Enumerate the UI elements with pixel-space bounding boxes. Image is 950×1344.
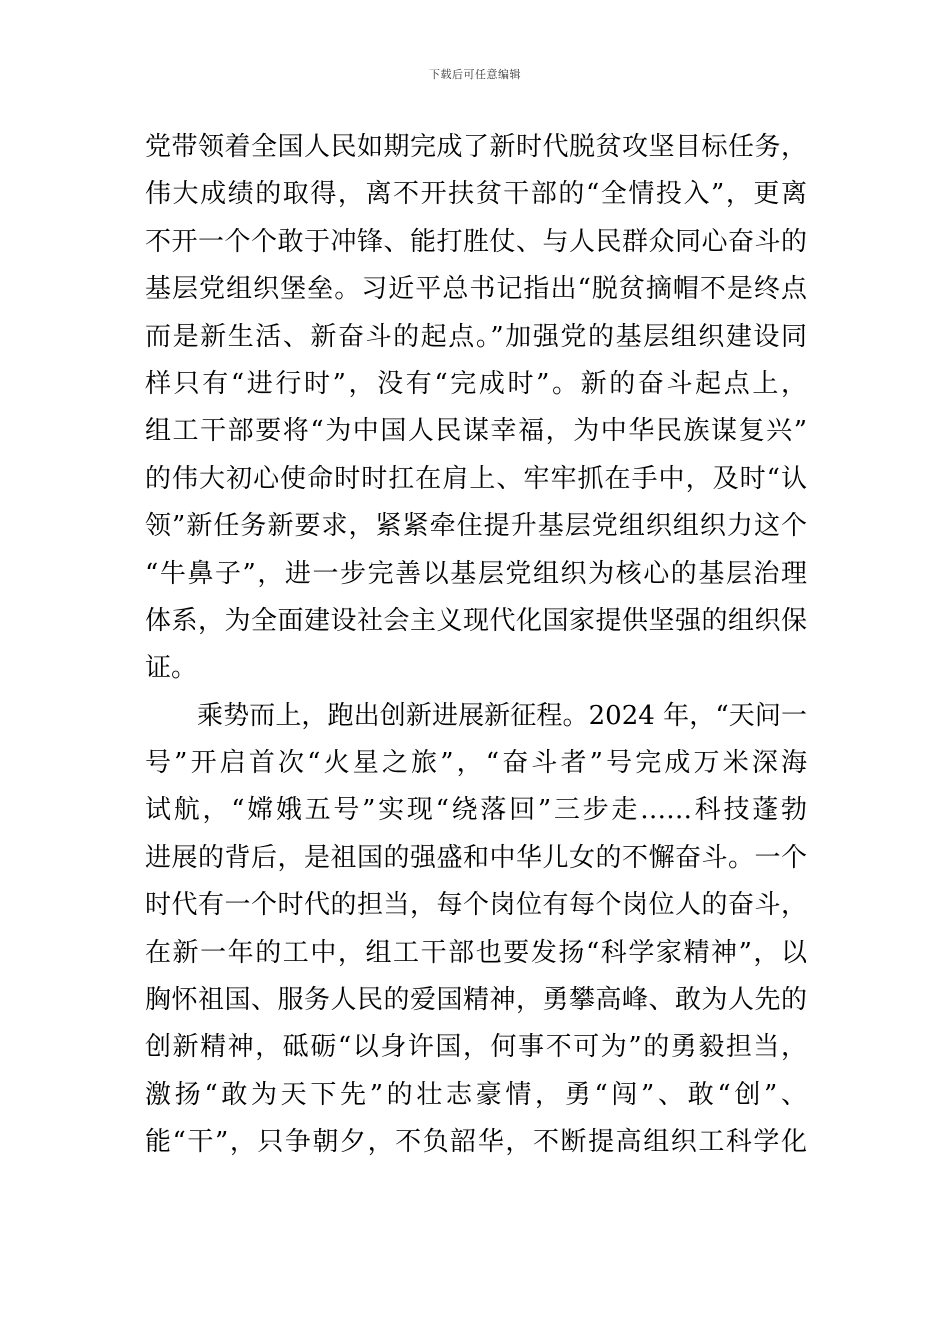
text-line: 试航，“嫦娥五号”实现“绕落回”三步走……科技蓬勃 [145,795,807,826]
text-line: 在新一年的工中，组工干部也要发扬“科学家精神”，以 [145,937,807,968]
text-line: 不开一个个敢于冲锋、能打胜仗、与人民群众同心奋斗的 [145,226,807,257]
text-line: 体系，为全面建设社会主义现代化国家提供坚强的组织保 [145,605,807,636]
text-line: 样只有“进行时”，没有“完成时”。新的奋斗起点上， [145,368,807,399]
text-line: 乘势而上，跑出创新进展新征程。2024 年，“天问一 [197,700,807,731]
paragraph [145,124,807,693]
text-line: 组工干部要将“为中国人民谋幸福，为中华民族谋复兴” [145,416,807,447]
text-line: 激扬“敢为天下先”的壮志豪情，勇“闯”、敢“创”、 [145,1079,807,1110]
text-line: 时代有一个时代的担当，每个岗位有每个岗位人的奋斗， [145,890,807,921]
paragraph [145,693,807,1167]
text-line: “牛鼻子”，进一步完善以基层党组织为核心的基层治理 [145,558,807,589]
text-line: 的伟大初心使命时时扛在肩上、牢牢抓在手中，及时“认 [145,463,807,494]
text-line: 证。 [145,653,198,684]
text-line: 能“干”，只争朝夕，不负韶华，不断提高组织工科学化 [145,1127,807,1158]
document-body [145,124,807,1167]
text-line: 而是新生活、新奋斗的起点。”加强党的基层组织建设同 [145,321,807,352]
text-line: 进展的背后，是祖国的强盛和中华儿女的不懈奋斗。一个 [145,842,807,873]
text-line: 伟大成绩的取得，离不开扶贫干部的“全情投入”，更离 [145,179,807,210]
text-line: 党带领着全国人民如期完成了新时代脱贫攻坚目标任务， [145,132,807,162]
text-line: 胸怀祖国、服务人民的爱国精神，勇攀高峰、敢为人先的 [145,985,807,1016]
text-line: 号”开启首次“火星之旅”，“奋斗者”号完成万米深海 [145,748,807,779]
page-header: 下载后可任意编辑 [429,68,521,81]
text-line: 创新精神，砥砺“以身许国，何事不可为”的勇毅担当， [145,1032,807,1063]
text-line: 领”新任务新要求，紧紧牵住提升基层党组织组织力这个 [145,511,807,542]
text-line: 基层党组织堡垒。习近平总书记指出“脱贫摘帽不是终点 [145,274,807,305]
